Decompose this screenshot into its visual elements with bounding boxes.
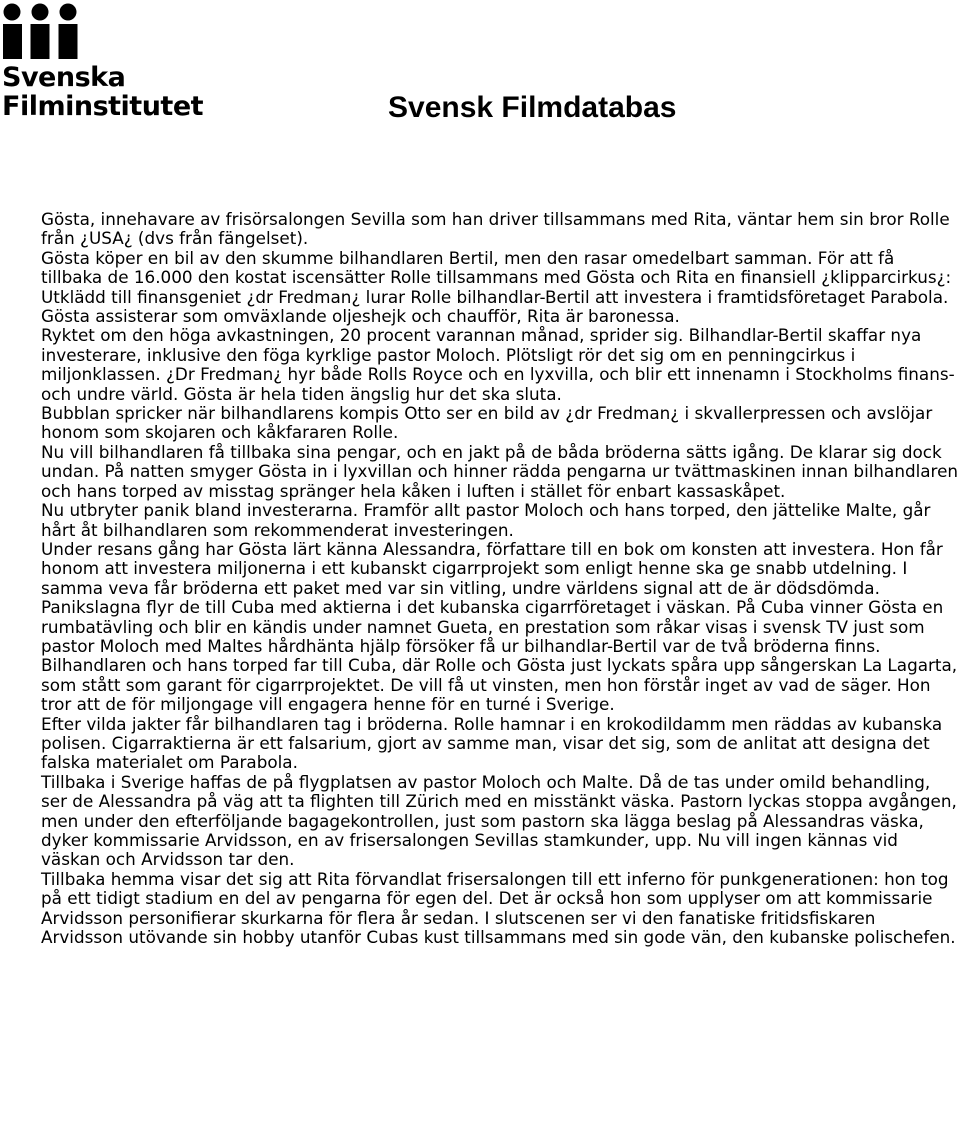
synopsis-paragraph: Under resans gång har Gösta lärt känna Alessandra, författare till en bok om konsten att investera. Hon får honom att investera miljonerna i ett kubanskt cigarrprojekt som enligt henne ska ge snabb utdelning. I samma veva får bröderna ett paket med var sin vitling, undre världens signal att de är dödsdömda. bbox=[41, 538, 943, 598]
synopsis-paragraph: Tillbaka hemma visar det sig att Rita förvandlat frisersalongen till ett inferno för punkgenerationen: hon tog på ett tidigt stadium en del av pengarna för egen del. Det är också hon som upplyser om att kommissarie Arvidsson personifierar skurkarna för flera år sedan. I slutscenen ser vi den fanatiske fritidsfiskaren Arvidsson utövande sin hobby utanför Cubas kust tillsammans med sin gode vän, den kubanske polischefen. bbox=[41, 868, 956, 948]
logo-line-1: Svenska bbox=[2, 62, 126, 93]
synopsis-paragraph: Gösta, innehavare av frisörsalongen Sevilla som han driver tillsammans med Rita, väntar hem sin bror Rolle från ¿USA¿ (dvs från fängelset). bbox=[41, 209, 950, 249]
synopsis-paragraph: Tillbaka i Sverige haffas de på flygplatsen av pastor Moloch och Malte. Då de tas under omild behandling, ser de Alessandra på väg att ta flighten till Zürich med en misstänkt väska. Pastorn lyckas stoppa avgången, men under den efterföljande bagagekontrollen, just som pastorn ska lägga beslag på Alessandras väska, dyker kommissarie Arvidsson, en av frisersalongen Sevillas stamkunder, upp. Nu vill ingen kännas vid väskan och Arvidsson tar den. bbox=[41, 771, 957, 870]
logo-text bbox=[2, 63, 203, 121]
synopsis-paragraph: Bubblan spricker när bilhandlarens kompis Otto ser en bild av ¿dr Fredman¿ i skvallerpressen och avslöjar honom som skojaren och kåkfararen Rolle. bbox=[41, 403, 933, 443]
synopsis-paragraph: Utklädd till finansgeniet ¿dr Fredman¿ lurar Rolle bilhandlar-Bertil att investera i framtidsföretaget Parabola. Gösta assisterar som omväxlande oljeshejk och chaufför, Rita är baronessa. bbox=[41, 286, 949, 327]
synopsis-paragraph: Efter vilda jakter får bilhandlaren tag i bröderna. Rolle hamnar i en krokodildamm men räddas av kubanska polisen. Cigarraktierna är ett falsarium, gjort av samme man, visar det sig, som de anlitat att designa det falska materialet om Parabola. bbox=[41, 713, 943, 773]
synopsis-paragraph: Ryktet om den höga avkastningen, 20 procent varannan månad, sprider sig. Bilhandlar-Bertil skaffar nya investerare, inklusive den föga kyrklige pastor Moloch. Plötsligt rör det sig om en penningcirkus i miljonklassen. ¿Dr Fredman¿ hyr både Rolls Royce och en lyxvilla, och blir ett innenamn i Stockholms finans- och undre värld. Gösta är hela tiden ängslig hur det ska sluta. bbox=[41, 325, 955, 404]
synopsis-paragraph: Bilhandlaren och hans torped far till Cuba, där Rolle och Gösta just lyckats spåra upp sångerskan La Lagarta, som stått som garant för cigarrprojektet. De vill få ut vinsten, men hon förstår inget av vad de säger. Hon tror att de för miljongage vill engagera henne för en turné i Sverige. bbox=[41, 655, 958, 715]
synopsis-paragraph: Gösta köper en bil av den skumme bilhandlaren Bertil, men den rasar omedelbart samman. För att få tillbaka de 16.000 den kostat iscensätter Rolle tillsammans med Gösta och Rita en finansiell ¿klipparcirkus¿: bbox=[41, 247, 952, 288]
synopsis-paragraph: Panikslagna flyr de till Cuba med aktierna i det kubanska cigarrföretaget i väskan. På Cuba vinner Gösta en rumbatävling och blir en kändis under namnet Gueta, en prestation som råkar visas i svensk TV just som pastor Moloch med Maltes hårdhänta hjälp försöker få ur bilhandlar-Bertil var de två bröderna finns. bbox=[41, 597, 944, 656]
site-title: Svensk Filmdatabas bbox=[388, 91, 677, 124]
logo-dots-icon bbox=[2, 2, 80, 60]
plot-synopsis bbox=[41, 210, 959, 947]
logo-line-2: Filminstitutet bbox=[2, 91, 204, 122]
svenska-filminstitutet-logo[interactable] bbox=[2, 2, 202, 127]
synopsis-paragraph: Nu utbryter panik bland investerarna. Framför allt pastor Moloch och hans torped, den jättelike Malte, går hårt åt bilhandlaren som rekommenderat investeringen. bbox=[41, 500, 931, 540]
synopsis-paragraph: Nu vill bilhandlaren få tillbaka sina pengar, och en jakt på de båda bröderna sätts igång. De klarar sig dock undan. På natten smyger Gösta in i lyxvillan och hinner rädda pengarna ur tvättmaskinen innan bilhandlaren och hans torped av misstag spränger hela kåken i luften i stället för enbart kassaskåpet. bbox=[41, 441, 959, 501]
